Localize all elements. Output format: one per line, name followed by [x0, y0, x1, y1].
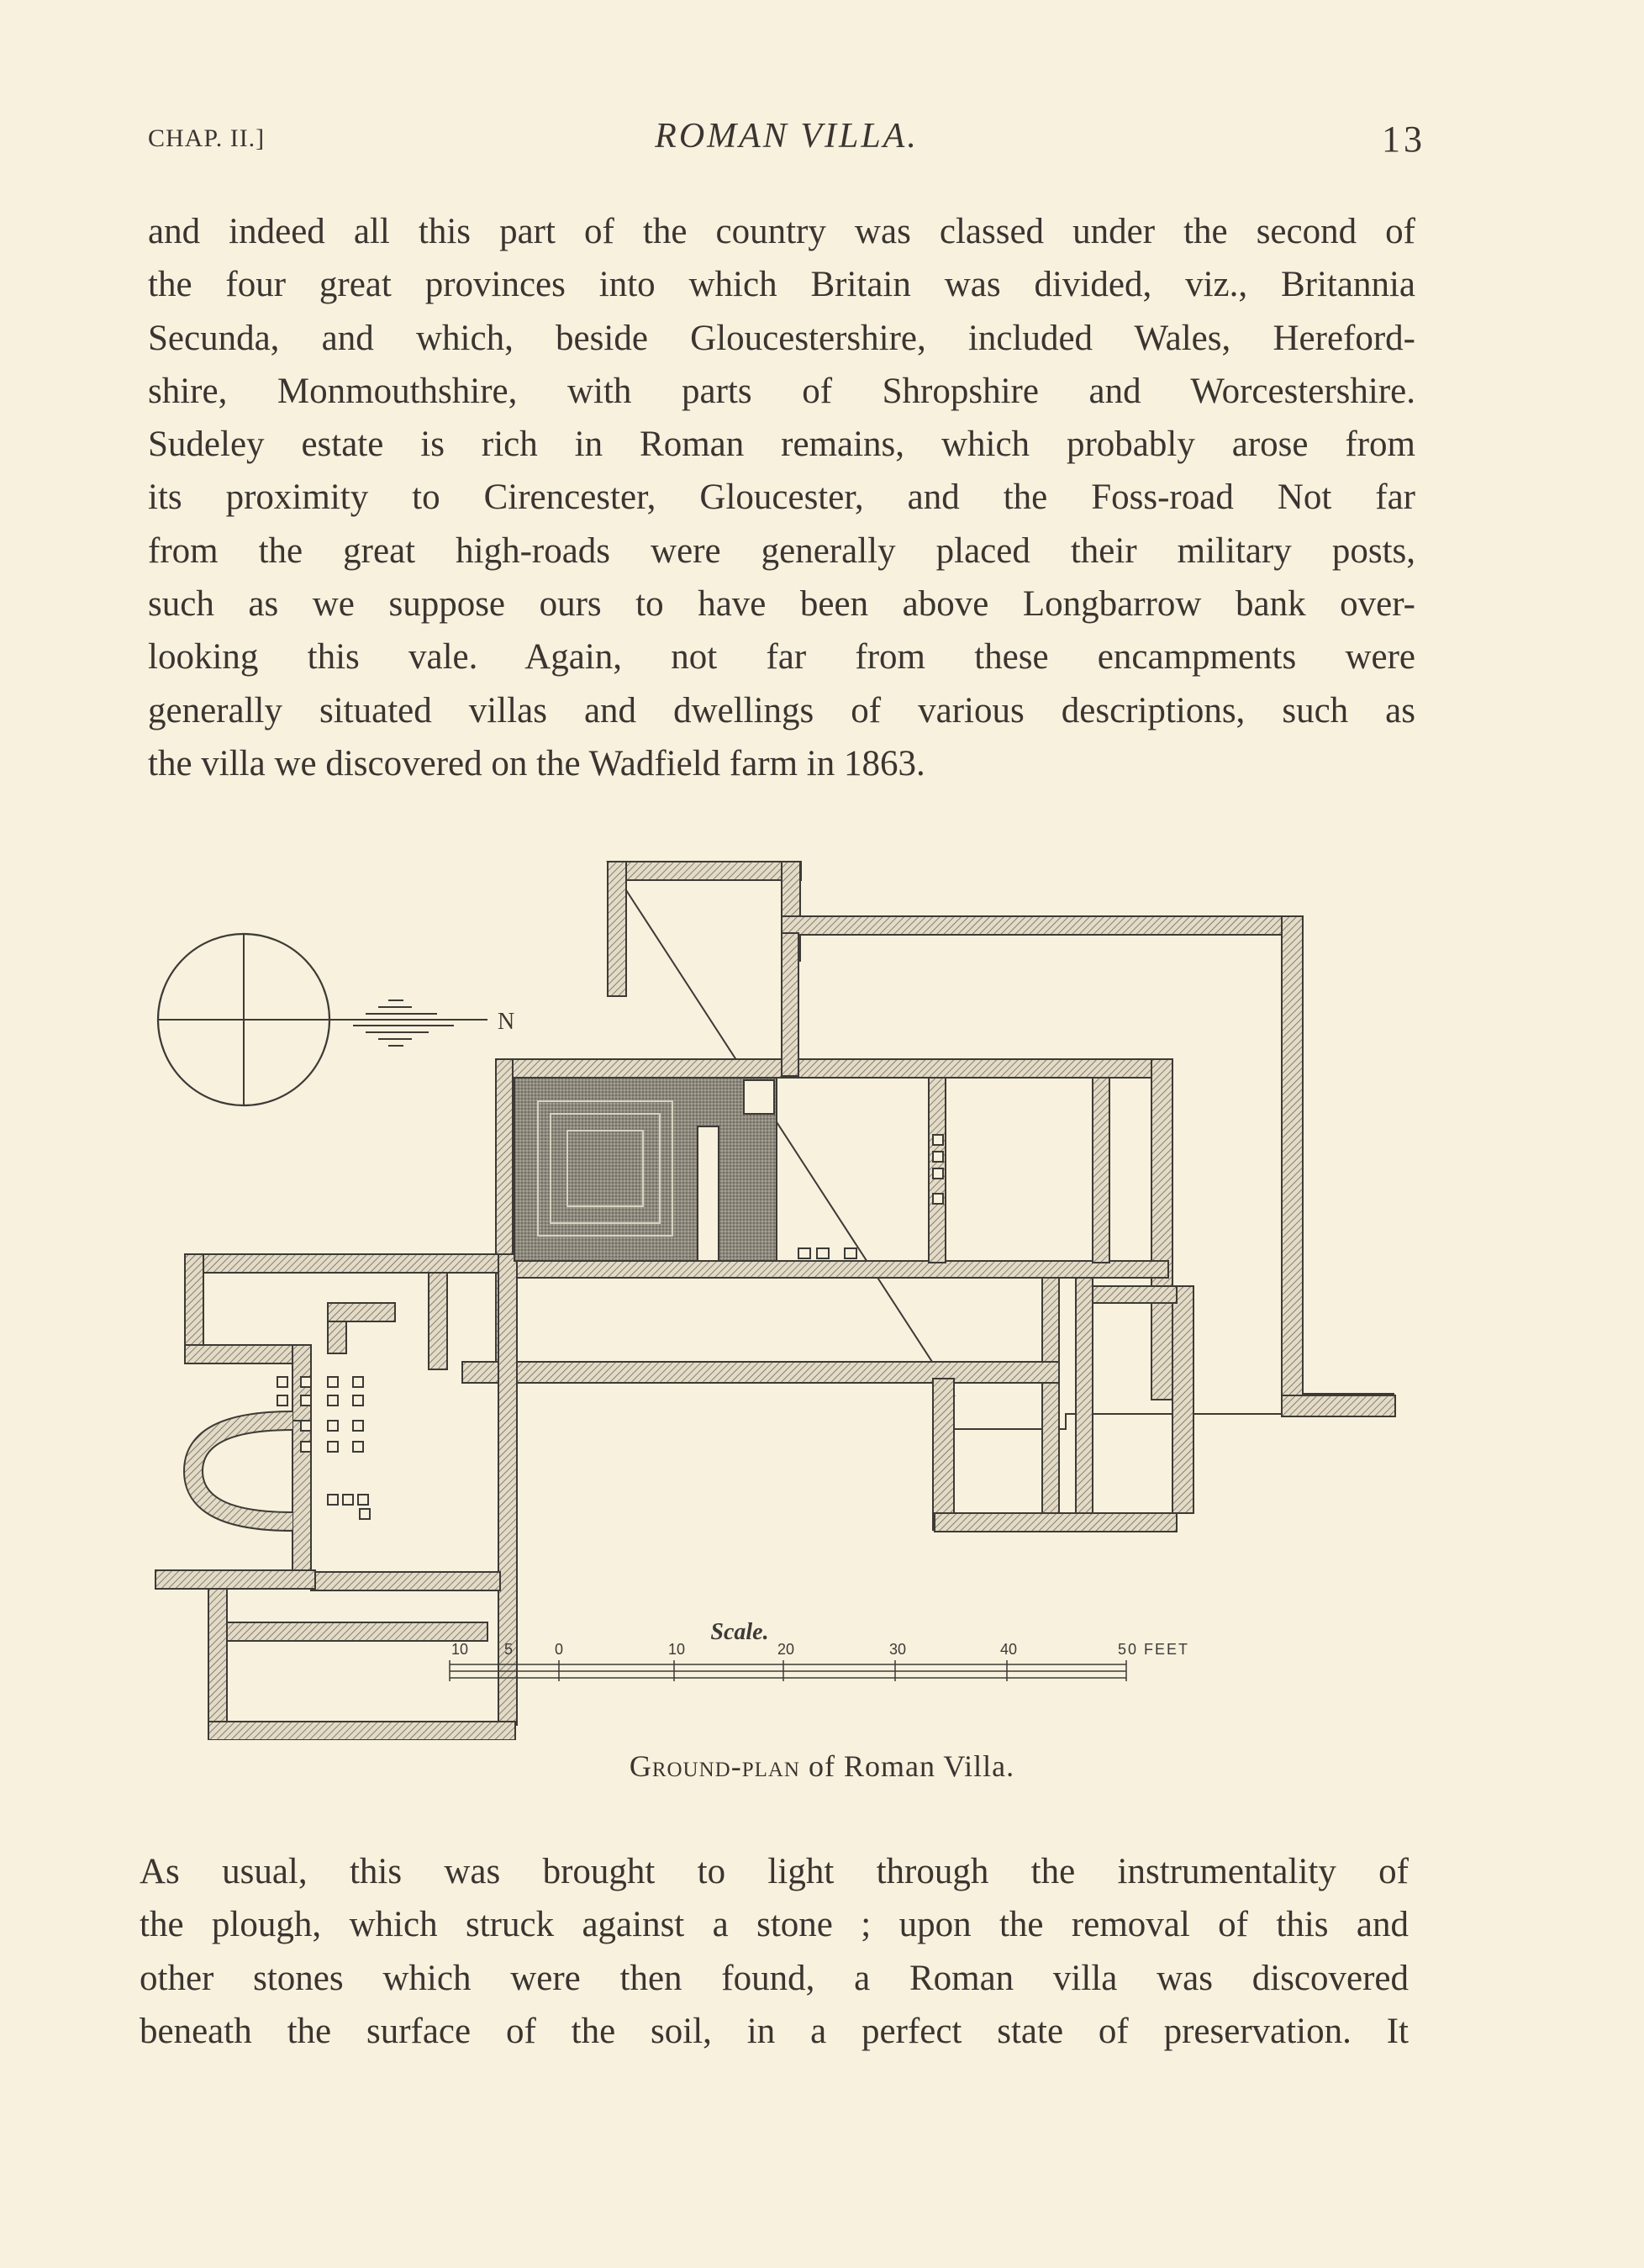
caption-rest: of Roman Villa.	[800, 1749, 1015, 1783]
scale-tick-label: 20	[777, 1641, 795, 1658]
mosaic-pavement	[514, 1078, 777, 1261]
caption-small-caps: Ground-plan	[629, 1749, 800, 1783]
page-number: 13	[1382, 119, 1425, 160]
paragraph-1	[148, 205, 1415, 790]
text-line: the plough, which struck against a stone ; upon the removal of this and	[140, 1905, 1409, 1945]
text-line: and indeed all this part of the country was classed under the second of	[148, 212, 1415, 251]
compass-icon	[158, 934, 487, 1105]
chapter-label: CHAP. II.]	[148, 124, 266, 152]
ground-plan-drawing	[151, 849, 1412, 1740]
figure-caption	[0, 1748, 1644, 1784]
text-line: its proximity to Cirencester, Gloucester, and the Foss-road Not far	[148, 477, 1415, 518]
text-line: looking this vale. Again, not far from these encampments were	[148, 637, 1415, 678]
scale-tick-label: 5	[504, 1641, 514, 1658]
scale-tick-label: 40	[1000, 1641, 1018, 1658]
text-line: Sudeley estate is rich in Roman remains, which probably arose from	[148, 425, 1415, 465]
text-line: the four great provinces into which Britain was divided, viz., Britannia	[148, 265, 1415, 305]
text-line: beneath the surface of the soil, in a perfect state of preservation. It	[140, 2011, 1409, 2051]
compass-label: N	[498, 1009, 515, 1035]
villa-walls	[155, 862, 1395, 1740]
running-head	[148, 116, 1425, 166]
text-line: As usual, this was brought to light through the instrumentality of	[140, 1852, 1409, 1891]
text-line: such as we suppose ours to have been above Longbarrow bank over-	[148, 584, 1415, 625]
scale-tick-label: 10	[668, 1641, 686, 1658]
text-line: other stones which were then found, a Roman villa was discovered	[140, 1958, 1409, 1998]
scale-tick-label: 30	[889, 1641, 907, 1658]
text-line: generally situated villas and dwellings of various descriptions, such as	[148, 690, 1415, 731]
ground-plan-figure	[151, 849, 1412, 1740]
text-line: shire, Monmouthshire, with parts of Shropshire and Worcestershire.	[148, 371, 1415, 411]
text-line: Secunda, and which, beside Gloucestershire, included Wales, Hereford-	[148, 318, 1415, 358]
scale-tick-label: 50 FEET	[1118, 1641, 1190, 1658]
text-line: the villa we discovered on the Wadfield farm in 1863.	[148, 743, 925, 783]
text-line: from the great high-roads were generally placed their military posts,	[148, 530, 1415, 571]
scale-tick-label: 10	[451, 1641, 469, 1658]
scale-tick-label: 0	[555, 1641, 564, 1658]
paragraph-2	[140, 1845, 1409, 2058]
page-heading: ROMAN VILLA.	[655, 117, 919, 156]
scale-title: Scale.	[710, 1619, 769, 1645]
scale-bar	[450, 1619, 1189, 1681]
